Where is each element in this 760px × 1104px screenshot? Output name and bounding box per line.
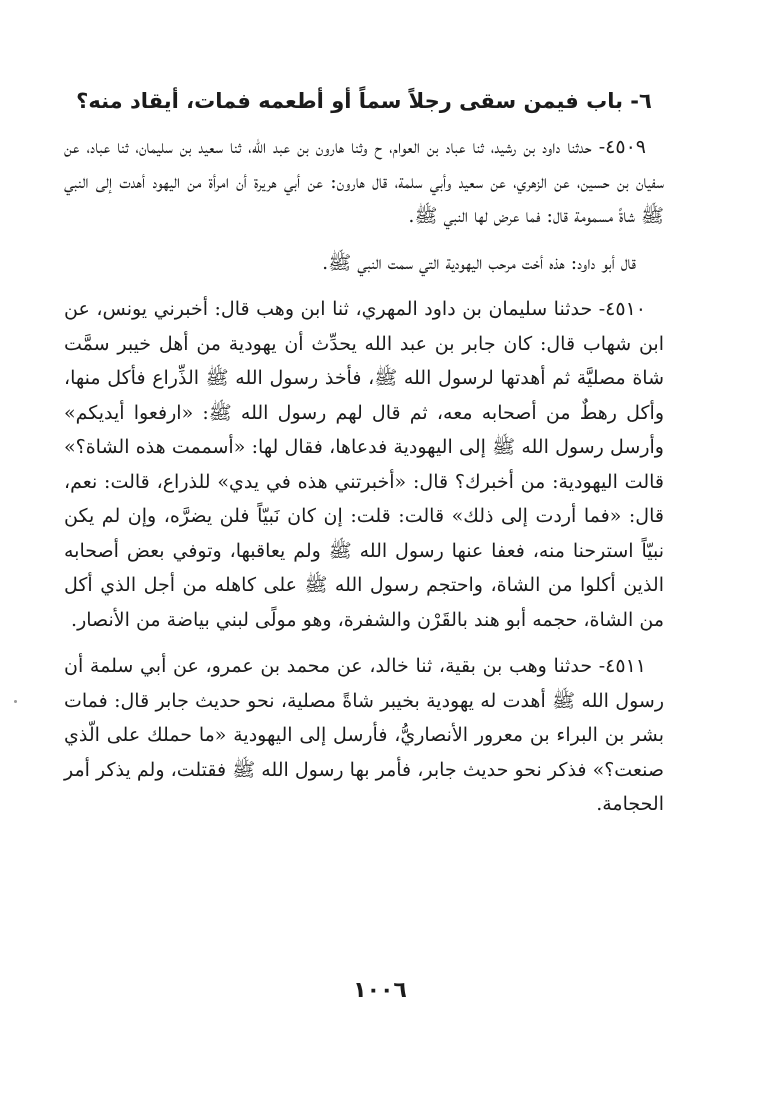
comment-text: قال أبو داود: هذه أخت مرحب اليهودية التي سمت النبي ﷺ.: [322, 251, 636, 274]
hadith-number: ٤٥٠٩: [605, 136, 646, 158]
hadith-4511: [64, 649, 664, 822]
hadith-text: - حدثنا وهب بن بقية، ثنا خالد، عن محمد بن عمرو، عن أبي سلمة أن رسول الله ﷺ أهدت له يهودية بخيبر شاةً مصلية، نحو حديث جابر قال: فمات بشر بن البراء بن معرور الأنصاريُّ، فأرسل إلى اليهودية «ما حملك على الّذي صنعت؟» فذكر نحو حديث جابر، فأمر بها رسول الله ﷺ فقتلت، ولم يذكر أمر الحجامة.: [64, 655, 664, 815]
page-number: ١٠٠٦: [353, 978, 407, 1003]
book-page: [64, 82, 664, 1002]
chapter-title: ٦- باب فيمن سقى رجلاً سماً أو أطعمه فمات، أيقاد منه؟: [76, 89, 652, 113]
margin-dot: [14, 700, 17, 703]
hadith-number: ٤٥١١: [605, 655, 646, 677]
hadith-text: - حدثنا سليمان بن داود المهري، ثنا ابن وهب قال: أخبرني يونس، عن ابن شهاب قال: كان جابر بن عبد الله يحدِّث أن يهودية من أهل خيبر سمَّت شاة مصليَّة ثم أهدتها لرسول الله ﷺ، فأخذ رسول الله ﷺ الذِّراع فأكل منها، وأكل رهطٌ من أصحابه معه، ثم قال لهم رسول الله ﷺ: «ارفعوا أيديكم» وأرسل رسول الله ﷺ إلى اليهودية فدعاها، فقال لها: «أسممت هذه الشاة؟» قالت اليهودية: من أخبرك؟ قال: «أخبرتني هذه في يدي» للذراع، قالت: نعم، قال: «فما أردت إلى ذلك» قالت: قلت: إن كان نَبيّاً فلن يضرَّه، وإن لم يكن نبيّاً استرحنا منه، فعفا عنها رسول الله ﷺ ولم يعاقبها، وتوفي بعض أصحابه الذين أكلوا من الشاة، واحتجم رسول الله ﷺ على كاهله من أجل الذي أكل من الشاة، حجمه أبو هند بالقَرْن والشفرة، وهو مولًى لبني بياضة من الأنصار.: [64, 298, 664, 631]
hadith-4509: [64, 130, 664, 234]
hadith-number: ٤٥١٠: [605, 298, 646, 320]
abu-dawud-comment: [64, 246, 664, 281]
hadith-4510: [64, 292, 664, 637]
hadith-text: - حدثنا داود بن رشيد، ثنا عباد بن العوام، ح وثنا هارون بن عبد الله، ثنا سعيد بن سليمان، ثنا عباد، عن سفيان بن حسين، عن الزهري، عن سعيد وأبي سلمة، قال هارون: عن أبي هريرة أن امرأة من اليهود أهدت إلى النبي ﷺ شاةً مسمومة قال: فما عرض لها النبي ﷺ.: [64, 136, 664, 227]
